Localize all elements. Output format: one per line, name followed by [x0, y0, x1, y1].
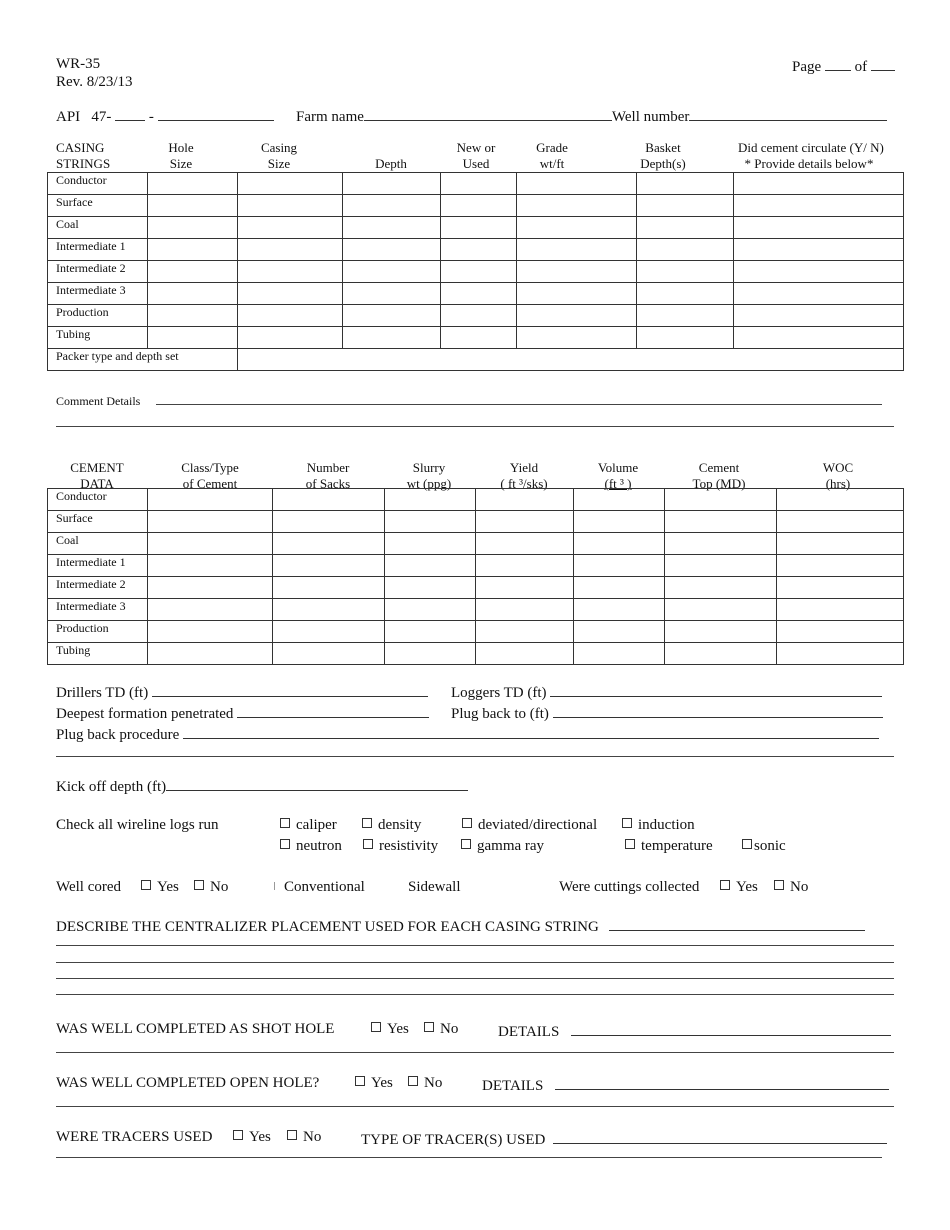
cement-cell[interactable]	[574, 621, 665, 643]
cement-cell[interactable]	[476, 555, 574, 577]
api-prefix: 47-	[91, 109, 112, 125]
log-gamma-ray-option[interactable]: gamma ray	[461, 838, 544, 855]
casing-row	[48, 327, 904, 349]
cuttings-collected-label: Were cuttings collected	[559, 879, 700, 895]
deepest-formation-input[interactable]	[237, 703, 429, 718]
cement-cell[interactable]	[665, 621, 777, 643]
cement-header-class-type: Class/Type of Cement	[181, 460, 239, 491]
centralizer-input-2[interactable]	[56, 945, 894, 946]
plug-back-to-input[interactable]	[553, 703, 883, 718]
cement-row	[48, 533, 904, 555]
wireline-logs-label: Check all wireline logs run	[56, 817, 219, 833]
cement-row-label: Surface	[48, 511, 148, 533]
checkbox-icon[interactable]	[233, 1130, 243, 1140]
cement-header-data: CEMENT DATA	[70, 460, 124, 491]
kick-off-label: Kick off depth (ft)	[56, 779, 167, 795]
checkbox-icon[interactable]	[720, 880, 730, 890]
farm-name-row	[296, 106, 887, 126]
page-label: Page	[792, 59, 822, 75]
cement-cell[interactable]	[574, 577, 665, 599]
loggers-td-input[interactable]	[550, 682, 882, 697]
api-dash: -	[148, 109, 154, 125]
centralizer-label: DESCRIBE THE CENTRALIZER PLACEMENT USED FOR EACH CASING STRING	[56, 919, 599, 935]
casing-cell[interactable]	[637, 217, 734, 239]
casing-cell[interactable]	[734, 217, 904, 239]
checkbox-icon[interactable]	[424, 1022, 434, 1032]
well-cored-no-option[interactable]: No	[194, 879, 228, 896]
cement-cell[interactable]	[385, 643, 476, 665]
casing-cell[interactable]	[441, 261, 517, 283]
casing-cell[interactable]	[441, 239, 517, 261]
casing-cell[interactable]	[637, 239, 734, 261]
cement-row-label: Tubing	[48, 643, 148, 665]
cement-header-slurry: Slurry wt (ppg)	[406, 460, 452, 491]
cement-cell[interactable]	[385, 489, 476, 511]
cement-cell[interactable]	[148, 621, 273, 643]
api-label: API	[56, 109, 81, 125]
cement-cell[interactable]	[476, 511, 574, 533]
casing-cell[interactable]	[517, 173, 637, 195]
casing-row	[48, 283, 904, 305]
casing-row-label: Conductor	[48, 173, 148, 195]
casing-cell[interactable]	[148, 173, 238, 195]
tracer-type-input-2[interactable]	[56, 1157, 882, 1158]
kick-off-row	[56, 776, 468, 796]
cement-cell[interactable]	[273, 489, 385, 511]
packer-row	[48, 349, 904, 371]
plug-back-procedure-input-2[interactable]	[56, 756, 894, 757]
tracers-no-option[interactable]: No	[287, 1129, 321, 1146]
open-hole-no-option[interactable]: No	[408, 1075, 442, 1092]
tracer-type-input[interactable]	[553, 1129, 887, 1144]
cement-cell[interactable]	[273, 555, 385, 577]
page-number-field	[792, 56, 895, 76]
cement-cell[interactable]	[665, 599, 777, 621]
cement-cell[interactable]	[148, 511, 273, 533]
casing-cell[interactable]	[148, 217, 238, 239]
cement-cell[interactable]	[574, 555, 665, 577]
casing-cell[interactable]	[148, 239, 238, 261]
cement-cell[interactable]	[777, 533, 904, 555]
drillers-td-input[interactable]	[152, 682, 428, 697]
api-permit-input[interactable]	[158, 106, 274, 121]
cement-cell[interactable]	[273, 577, 385, 599]
casing-cell[interactable]	[517, 195, 637, 217]
log-induction-option[interactable]: induction	[622, 817, 695, 834]
shot-hole-details-label: DETAILS	[498, 1024, 560, 1040]
casing-cell[interactable]	[517, 283, 637, 305]
cement-row	[48, 489, 904, 511]
cement-cell[interactable]	[476, 599, 574, 621]
checkbox-icon[interactable]	[141, 880, 151, 890]
checkbox-icon[interactable]	[355, 1076, 365, 1086]
casing-header-hole-size: Hole Size	[168, 140, 194, 171]
casing-header-casing-size: Casing Size	[260, 140, 298, 171]
casing-cell[interactable]	[238, 283, 343, 305]
cement-cell[interactable]	[665, 643, 777, 665]
casing-row-label: Coal	[48, 217, 148, 239]
cement-row-label: Conductor	[48, 489, 148, 511]
casing-cell[interactable]	[238, 239, 343, 261]
casing-cell[interactable]	[238, 261, 343, 283]
cement-cell[interactable]	[777, 555, 904, 577]
plug-back-procedure-label: Plug back procedure	[56, 727, 180, 743]
casing-cell[interactable]	[517, 239, 637, 261]
checkbox-icon[interactable]	[280, 818, 290, 828]
packer-label: Packer type and depth set	[48, 349, 238, 371]
comment-details-label: Comment Details	[56, 394, 141, 408]
casing-cell[interactable]	[343, 217, 441, 239]
cement-cell[interactable]	[665, 577, 777, 599]
well-number-label: Well number	[611, 109, 690, 125]
log-neutron-option[interactable]: neutron	[280, 838, 342, 855]
casing-cell[interactable]	[238, 305, 343, 327]
plug-back-procedure-input[interactable]	[183, 724, 879, 739]
cement-cell[interactable]	[574, 489, 665, 511]
checkbox-icon[interactable]	[462, 818, 472, 828]
drillers-td-label: Drillers TD (ft)	[56, 685, 149, 701]
cement-row	[48, 599, 904, 621]
casing-cell[interactable]	[238, 327, 343, 349]
casing-cell[interactable]	[441, 327, 517, 349]
log-density-option[interactable]: density	[362, 817, 421, 834]
cement-cell[interactable]	[476, 489, 574, 511]
cement-cell[interactable]	[665, 555, 777, 577]
comment-details-input-2[interactable]	[56, 426, 894, 427]
loggers-td-row	[451, 682, 882, 702]
cement-cell[interactable]	[476, 643, 574, 665]
cement-cell[interactable]	[385, 555, 476, 577]
cement-cell[interactable]	[273, 621, 385, 643]
cement-cell[interactable]	[777, 621, 904, 643]
casing-row-label: Intermediate 3	[48, 283, 148, 305]
casing-cell[interactable]	[238, 173, 343, 195]
cement-cell[interactable]	[574, 533, 665, 555]
cement-row-label: Intermediate 3	[48, 599, 148, 621]
api-row	[56, 106, 274, 126]
casing-row-label: Tubing	[48, 327, 148, 349]
open-hole-details-row	[482, 1075, 889, 1095]
form-id: WR-35	[56, 56, 101, 72]
cement-cell[interactable]	[385, 599, 476, 621]
api-county-input[interactable]	[115, 106, 145, 121]
shot-hole-details-input-2[interactable]	[56, 1052, 894, 1053]
tracer-type-label: TYPE OF TRACER(S) USED	[361, 1132, 546, 1148]
checkbox-icon[interactable]	[280, 839, 290, 849]
centralizer-input-4[interactable]	[56, 978, 894, 979]
casing-cell[interactable]	[517, 261, 637, 283]
plug-back-to-row	[451, 703, 883, 723]
casing-cell[interactable]	[637, 173, 734, 195]
comment-details-input-1[interactable]	[156, 404, 882, 405]
deepest-formation-row	[56, 703, 429, 723]
form-revision: Rev. 8/23/13	[56, 74, 133, 90]
packer-input[interactable]	[238, 349, 904, 371]
casing-row	[48, 305, 904, 327]
casing-cell[interactable]	[637, 195, 734, 217]
checkbox-icon[interactable]	[461, 839, 471, 849]
page-total-input[interactable]	[871, 56, 895, 71]
casing-cell[interactable]	[441, 173, 517, 195]
cement-cell[interactable]	[574, 599, 665, 621]
page-of-label: of	[854, 59, 868, 75]
cement-cell[interactable]	[574, 511, 665, 533]
checkbox-icon[interactable]	[287, 1130, 297, 1140]
casing-cell[interactable]	[637, 261, 734, 283]
cement-cell[interactable]	[476, 577, 574, 599]
checkbox-icon[interactable]	[194, 880, 204, 890]
log-sonic-option[interactable]: sonic	[742, 838, 786, 855]
casing-row-label: Intermediate 1	[48, 239, 148, 261]
casing-row-label: Intermediate 2	[48, 261, 148, 283]
open-hole-yes-option[interactable]: Yes	[355, 1075, 393, 1092]
log-resistivity-option[interactable]: resistivity	[363, 838, 438, 855]
kick-off-input[interactable]	[166, 776, 468, 791]
shot-hole-no-option[interactable]: No	[424, 1021, 458, 1038]
casing-cell[interactable]	[441, 305, 517, 327]
cement-row	[48, 643, 904, 665]
shot-hole-label: WAS WELL COMPLETED AS SHOT HOLE	[56, 1021, 335, 1037]
page-number-input[interactable]	[825, 56, 851, 71]
cement-header-cement-top: Cement Top (MD)	[692, 460, 746, 491]
casing-cell[interactable]	[517, 327, 637, 349]
cement-cell[interactable]	[385, 577, 476, 599]
cement-data-table	[47, 488, 904, 665]
cement-row	[48, 511, 904, 533]
casing-cell[interactable]	[734, 173, 904, 195]
log-caliper-option[interactable]: caliper	[280, 817, 337, 834]
cement-cell[interactable]	[665, 533, 777, 555]
open-hole-details-input-2[interactable]	[56, 1106, 894, 1107]
casing-cell[interactable]	[343, 239, 441, 261]
casing-row	[48, 261, 904, 283]
cement-row-label: Intermediate 1	[48, 555, 148, 577]
casing-row	[48, 195, 904, 217]
shot-hole-yes-option[interactable]: Yes	[371, 1021, 409, 1038]
tracers-yes-option[interactable]: Yes	[233, 1129, 271, 1146]
cement-header-woc: WOC (hrs)	[822, 460, 854, 491]
cement-cell[interactable]	[273, 533, 385, 555]
well-cored-label: Well cored	[56, 879, 122, 895]
casing-row-label: Surface	[48, 195, 148, 217]
casing-header-new-used: New or Used	[456, 140, 496, 171]
casing-strings-table	[47, 172, 904, 371]
casing-row	[48, 239, 904, 261]
cement-cell[interactable]	[148, 643, 273, 665]
centralizer-input-3[interactable]	[56, 962, 894, 963]
casing-cell[interactable]	[148, 283, 238, 305]
casing-cell[interactable]	[637, 327, 734, 349]
well-number-input[interactable]	[689, 106, 887, 121]
cement-cell[interactable]	[273, 599, 385, 621]
centralizer-row	[56, 916, 865, 936]
cement-cell[interactable]	[777, 643, 904, 665]
cement-cell[interactable]	[148, 599, 273, 621]
deepest-formation-label: Deepest formation penetrated	[56, 706, 234, 722]
checkbox-icon[interactable]	[622, 818, 632, 828]
casing-cell[interactable]	[734, 305, 904, 327]
casing-row-label: Production	[48, 305, 148, 327]
casing-cell[interactable]	[238, 217, 343, 239]
cement-cell[interactable]	[148, 533, 273, 555]
casing-cell[interactable]	[517, 217, 637, 239]
casing-header-cement-circulate: Did cement circulate (Y/ N) * Provide details below*	[738, 140, 884, 171]
casing-header-depth: Depth	[375, 156, 407, 171]
casing-header-grade: Grade wt/ft	[536, 140, 568, 171]
plug-back-to-label: Plug back to (ft)	[451, 706, 549, 722]
casing-cell[interactable]	[148, 327, 238, 349]
checkbox-icon[interactable]	[362, 818, 372, 828]
casing-cell[interactable]	[343, 283, 441, 305]
casing-cell[interactable]	[637, 283, 734, 305]
casing-cell[interactable]	[441, 195, 517, 217]
open-hole-details-input[interactable]	[555, 1075, 889, 1090]
cement-cell[interactable]	[777, 511, 904, 533]
cement-cell[interactable]	[574, 643, 665, 665]
cement-cell[interactable]	[148, 489, 273, 511]
cement-cell[interactable]	[476, 533, 574, 555]
casing-cell[interactable]	[734, 195, 904, 217]
cement-cell[interactable]	[148, 577, 273, 599]
cuttings-yes-option[interactable]: Yes	[720, 879, 758, 896]
log-temperature-option[interactable]: temperature	[625, 838, 713, 855]
cement-cell[interactable]	[777, 577, 904, 599]
cement-cell[interactable]	[777, 489, 904, 511]
casing-cell[interactable]	[238, 195, 343, 217]
casing-cell[interactable]	[441, 283, 517, 305]
log-deviated-option[interactable]: deviated/directional	[462, 817, 597, 834]
shot-hole-details-input[interactable]	[571, 1021, 891, 1036]
farm-name-input[interactable]	[364, 106, 612, 121]
centralizer-input-5[interactable]	[56, 994, 894, 995]
cement-row	[48, 621, 904, 643]
casing-header-strings: CASING STRINGS	[56, 140, 111, 171]
tracer-type-row	[361, 1129, 887, 1149]
cement-row	[48, 577, 904, 599]
cement-cell[interactable]	[777, 599, 904, 621]
cement-header-sacks: Number of Sacks	[305, 460, 351, 491]
checkbox-icon[interactable]	[371, 1022, 381, 1032]
checkbox-icon[interactable]	[274, 882, 275, 890]
cement-header-volume: Volume (ft ³ )	[597, 460, 639, 491]
casing-cell[interactable]	[343, 305, 441, 327]
cement-cell[interactable]	[148, 555, 273, 577]
casing-cell[interactable]	[734, 327, 904, 349]
cement-cell[interactable]	[273, 511, 385, 533]
shot-hole-details-row	[498, 1021, 891, 1041]
drillers-td-row	[56, 682, 428, 702]
open-hole-details-label: DETAILS	[482, 1078, 544, 1094]
cuttings-no-option[interactable]: No	[774, 879, 808, 896]
sidewall-option[interactable]: Sidewall	[408, 879, 461, 895]
checkbox-icon[interactable]	[625, 839, 635, 849]
cement-cell[interactable]	[385, 511, 476, 533]
casing-cell[interactable]	[343, 327, 441, 349]
cement-row-label: Production	[48, 621, 148, 643]
loggers-td-label: Loggers TD (ft)	[451, 685, 547, 701]
casing-cell[interactable]	[148, 261, 238, 283]
casing-row	[48, 173, 904, 195]
open-hole-label: WAS WELL COMPLETED OPEN HOLE?	[56, 1075, 320, 1091]
cement-cell[interactable]	[273, 643, 385, 665]
plug-back-procedure-row	[56, 724, 879, 744]
casing-cell[interactable]	[734, 261, 904, 283]
cement-row-label: Coal	[48, 533, 148, 555]
cement-cell[interactable]	[385, 533, 476, 555]
cement-header-yield: Yield ( ft ³/sks)	[500, 460, 548, 491]
farm-name-label: Farm name	[296, 109, 364, 125]
well-cored-yes-option[interactable]: Yes	[141, 879, 179, 896]
casing-header-basket: Basket Depth(s)	[640, 140, 686, 171]
checkbox-icon[interactable]	[742, 839, 752, 849]
centralizer-input[interactable]	[609, 916, 865, 931]
cement-cell[interactable]	[665, 489, 777, 511]
checkbox-icon[interactable]	[408, 1076, 418, 1086]
cement-cell[interactable]	[385, 621, 476, 643]
casing-row	[48, 217, 904, 239]
cement-cell[interactable]	[476, 621, 574, 643]
casing-cell[interactable]	[637, 305, 734, 327]
casing-cell[interactable]	[148, 195, 238, 217]
casing-cell[interactable]	[734, 239, 904, 261]
tracers-label: WERE TRACERS USED	[56, 1129, 213, 1145]
casing-cell[interactable]	[343, 261, 441, 283]
checkbox-icon[interactable]	[363, 839, 373, 849]
cement-row-label: Intermediate 2	[48, 577, 148, 599]
casing-cell[interactable]	[734, 283, 904, 305]
checkbox-icon[interactable]	[774, 880, 784, 890]
casing-cell[interactable]	[343, 195, 441, 217]
casing-cell[interactable]	[441, 217, 517, 239]
casing-cell[interactable]	[343, 173, 441, 195]
conventional-option[interactable]: Conventional	[274, 879, 365, 896]
cement-row	[48, 555, 904, 577]
cement-cell[interactable]	[665, 511, 777, 533]
casing-cell[interactable]	[517, 305, 637, 327]
casing-cell[interactable]	[148, 305, 238, 327]
